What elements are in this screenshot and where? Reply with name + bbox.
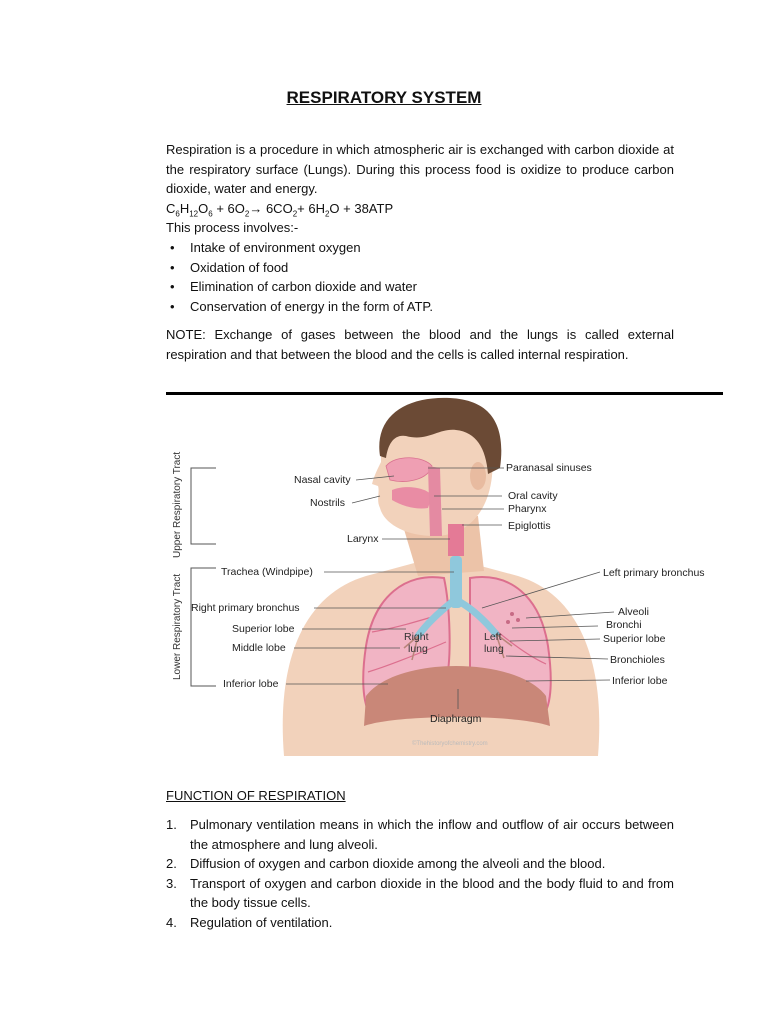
process-list [166,238,674,316]
label-pharynx: Pharynx [508,503,547,515]
list-text: Transport of oxygen and carbon dioxide in the blood and the body fluid to and from the body tissue cells. [190,875,674,911]
upper-tract-label: Upper Respiratory Tract [172,451,183,558]
label-oral-cavity: Oral cavity [508,490,558,502]
page-title: RESPIRATORY SYSTEM [286,88,482,107]
watermark: ©Thehistoryofchemistry.com [412,741,488,747]
process-involves-label: This process involves:- [166,220,299,236]
respiratory-diagram [166,396,726,756]
list-text: Diffusion of oxygen and carbon dioxide among the alveoli and the blood. [190,856,606,872]
label-bronchioles: Bronchioles [610,654,665,666]
label-paranasal-sinuses: Paranasal sinuses [506,462,592,474]
ear-shape [470,462,486,490]
label-nasal-cavity: Nasal cavity [294,474,351,486]
lower-tract-label: Lower Respiratory Tract [172,573,183,680]
intro-paragraph: Respiration is a procedure in which atmospheric air is exchanged with carbon dioxide at the respiratory surface (Lungs). During this process food is oxidize to produce carbon dioxide, water and energy. [166,142,674,197]
note-paragraph: NOTE: Exchange of gases between the blood and the lungs is called external respiration and that between the blood and the cells is called internal respiration. [166,327,674,362]
label-nostrils: Nostrils [310,497,346,509]
label-bronchi: Bronchi [606,619,642,631]
function-section [166,815,674,933]
label-right-lung-2: lung [408,643,428,655]
upper-tract-bracket [191,468,216,544]
label-inferior-lobe-left: Inferior lobe [223,678,279,690]
list-item: • Conservation of energy in the form of ATP. [166,297,674,317]
photosynthesis-equation: $C_6H_{12}O_6 + 6O_2\to 6CO_2+ 6H_2O + 38ATP$ [166,200,394,219]
label-trachea: Trachea (Windpipe) [221,566,313,578]
intro-section [166,140,674,316]
alveoli-dot [510,612,514,616]
label-larynx: Larynx [347,533,379,545]
list-number: 4. [166,914,177,930]
list-text: Pulmonary ventilation means in which the inflow and outflow of air occurs between the atmosphere and lung alveoli. [190,817,674,852]
list-item: • Oxidation of food [166,258,674,278]
label-right-primary-bronchus: Right primary bronchus [191,602,300,614]
list-item: • Intake of environment oxygen [166,238,674,258]
label-epiglottis: Epiglottis [508,520,551,532]
label-diaphragm: Diaphragm [430,713,482,725]
label-left-lung-1: Left [484,631,502,643]
section-divider [166,392,723,395]
list-number: 1. [166,817,177,832]
label-left-lung-2: lung [484,643,504,655]
label-inferior-lobe-right: Inferior lobe [612,675,668,687]
respiratory-diagram-svg [166,396,726,756]
label-superior-lobe-left: Superior lobe [232,623,295,635]
alveoli-dot [506,620,510,624]
label-alveoli: Alveoli [618,606,649,618]
label-right-lung-1: Right [404,631,429,643]
list-item: • Elimination of carbon dioxide and water [166,277,674,297]
list-item [166,874,674,913]
label-middle-lobe: Middle lobe [232,642,286,654]
list-number: 2. [166,856,177,872]
label-superior-lobe-right: Superior lobe [603,633,666,645]
function-list [166,815,674,933]
list-item [166,815,674,854]
pharynx-shape [428,466,442,536]
alveoli-dot [516,618,520,622]
list-number: 3. [166,875,177,891]
lower-tract-bracket [191,568,216,686]
larynx-shape [448,524,464,556]
label-left-primary-bronchus: Left primary bronchus [603,567,705,579]
function-heading: FUNCTION OF RESPIRATION [166,788,346,803]
list-text: Regulation of ventilation. [190,914,333,930]
list-item [166,913,674,933]
list-item [166,854,674,874]
